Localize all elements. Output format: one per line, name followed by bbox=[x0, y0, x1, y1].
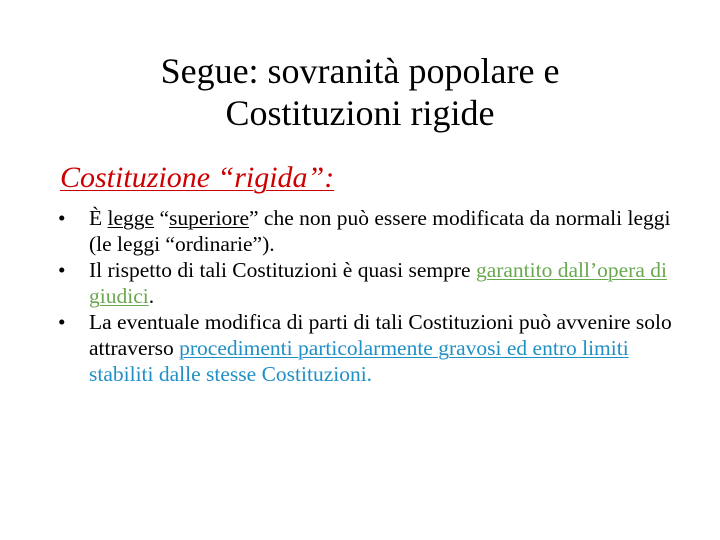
bullet-icon: • bbox=[58, 206, 66, 230]
bullet-3-link-procedimenti[interactable]: procedimenti particolarmente gravosi ed entro limiti bbox=[179, 336, 629, 360]
bullet-item-2 bbox=[58, 257, 678, 309]
bullet-2-text-a: Il rispetto di tali Costituzioni è quasi sempre bbox=[89, 258, 476, 282]
bullet-1-text-c: ” che non può essere modificata da normali leggi (le leggi “ordinarie”). bbox=[89, 206, 671, 256]
slide-title bbox=[60, 50, 660, 134]
bullet-3-text-b: stabiliti dalle stesse Costituzioni. bbox=[89, 362, 373, 386]
bullet-icon: • bbox=[58, 310, 66, 334]
bullet-1-text-a: È bbox=[89, 206, 108, 230]
slide-title-line-1: Segue: sovranità popolare e bbox=[160, 51, 560, 91]
slide-subtitle: Costituzione “rigida”: bbox=[60, 161, 335, 194]
bullet-2-text-b: . bbox=[148, 284, 155, 308]
slide-title-line-2: Costituzioni rigide bbox=[225, 93, 495, 133]
bullet-2-link-giudici[interactable]: garantito dall’opera di giudici bbox=[89, 258, 667, 308]
bullet-1-superiore: superiore bbox=[169, 206, 249, 230]
bullet-1-text-b: “ bbox=[154, 206, 169, 230]
bullet-list bbox=[58, 205, 678, 387]
bullet-item-1 bbox=[58, 205, 678, 257]
bullet-icon: • bbox=[58, 258, 66, 282]
bullet-item-3 bbox=[58, 309, 678, 387]
bullet-1-legge: legge bbox=[107, 206, 155, 230]
bullet-3-text-a: La eventuale modifica di parti di tali Costituzioni può avvenire solo attraverso bbox=[89, 310, 672, 360]
